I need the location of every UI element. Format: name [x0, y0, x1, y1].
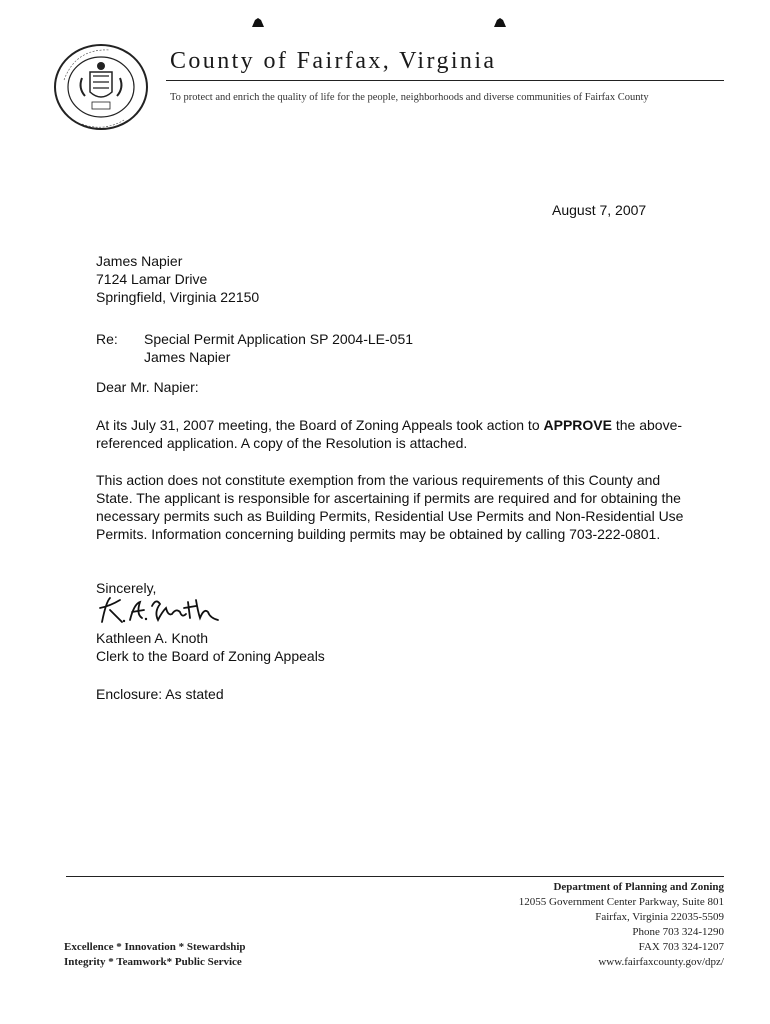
recipient-street: 7124 Lamar Drive	[96, 271, 208, 287]
recipient-address	[96, 252, 259, 306]
department-fax: FAX 703 324-1207	[638, 941, 724, 953]
values-line-2: Integrity * Teamwork* Public Service	[64, 956, 242, 968]
county-tagline: To protect and enrich the quality of life for the people, neighborhoods and diverse communities of Fairfax County	[170, 92, 649, 103]
footer-divider	[66, 876, 724, 877]
re-label: Re:	[96, 331, 118, 347]
county-title: County of Fairfax, Virginia	[170, 48, 497, 74]
approve-emphasis: APPROVE	[543, 417, 612, 433]
signer-block	[96, 629, 325, 665]
department-phone: Phone 703 324-1290	[632, 926, 724, 938]
body-paragraph-2: This action does not constitute exemption from the various requirements of this County and State. The applicant is responsible for ascertaining if permits are required and for obtaining the necessary permits such as Building Permits, Residential Use Permits and Non-Residential Use Permits. Information concerning building permits may be obtained by calling 703-222-0801.	[96, 472, 684, 542]
values-line-1: Excellence * Innovation * Stewardship	[64, 941, 246, 953]
re-applicant: James Napier	[144, 349, 231, 365]
handwritten-signature	[96, 592, 226, 628]
closing: Sincerely,	[96, 580, 157, 596]
signer-title: Clerk to the Board of Zoning Appeals	[96, 648, 325, 664]
department-website: www.fairfaxcounty.gov/dpz/	[598, 956, 724, 968]
hole-punch-mark	[494, 18, 506, 28]
recipient-name: James Napier	[96, 253, 183, 269]
recipient-city: Springfield, Virginia 22150	[96, 289, 260, 305]
hole-punch-mark	[252, 18, 264, 28]
salutation: Dear Mr. Napier:	[96, 379, 199, 395]
body-paragraph-1	[96, 416, 696, 452]
re-application: Special Permit Application SP 2004-LE-051	[144, 331, 414, 347]
department-address-1: 12055 Government Center Parkway, Suite 801	[518, 896, 724, 908]
department-address-2: Fairfax, Virginia 22035-5509	[595, 911, 724, 923]
re-lines	[144, 330, 413, 366]
county-seal	[52, 42, 150, 132]
signer-name: Kathleen A. Knoth	[96, 630, 209, 646]
paragraph-1-text-end: the above-referenced application. A copy of the Resolution is attached.	[96, 417, 683, 451]
letter-date: August 7, 2007	[552, 202, 647, 218]
footer-values	[64, 940, 246, 970]
footer-department-block	[519, 880, 724, 970]
paragraph-1-text: At its July 31, 2007 meeting, the Board of Zoning Appeals took action to	[96, 417, 544, 433]
enclosure-note: Enclosure: As stated	[96, 686, 224, 702]
title-divider	[166, 80, 724, 81]
department-name: Department of Planning and Zoning	[553, 881, 724, 893]
